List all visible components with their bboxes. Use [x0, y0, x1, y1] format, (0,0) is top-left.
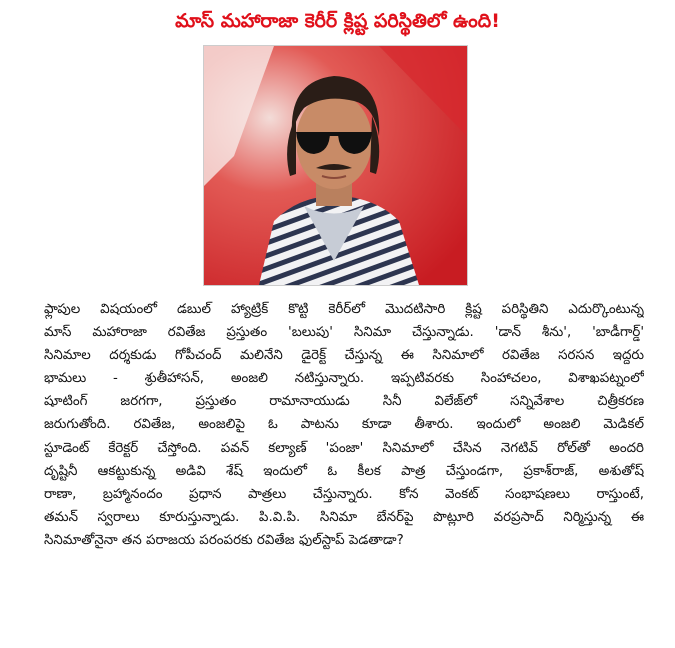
- article-line: తమన్ స్వరాలు కూరుస్తున్నాడు. పి.వి.పి. సినిమా బేనర్‌పై పొట్లూరి వరప్రసాద్ నిర్మిస్తున్న ఈ: [44, 509, 644, 525]
- actor-photo-illustration: [204, 46, 467, 285]
- article-line: భామలు - శ్రుతీహాసన్, అంజలి నటిస్తున్నారు. ఇప్పటివరకు సింహాచలం, విశాఖపట్నంలో: [44, 371, 644, 387]
- article-line: దృష్టినీ ఆకట్టుకున్న అడివి శేష్ ఇందులో ఓ కీలక పాత్ర చేస్తుండగా, ప్రకాశ్‌రాజ్, అశుతోష్: [44, 463, 644, 479]
- article-headline: మాస్ మహారాజా కెరీర్ క్లిష్ట పరిస్థితిలో ఉంది!: [175, 10, 500, 32]
- article-line: జరుగుతోంది. రవితేజ, అంజలిపై ఓ పాటను కూడా తీశారు. ఇందులో అంజలి మెడికల్: [44, 417, 644, 433]
- article-line: షూటింగ్ జరగగా, ప్రస్తుతం రామానాయుడు సినీ విలేజ్‌లో సన్నివేశాల చిత్రీకరణ: [44, 394, 644, 410]
- article-line: మాస్ మహారాజా రవితేజ ప్రస్తుతం 'బలుపు' సినిమా చేస్తున్నాడు. 'డాన్ శీను', 'బాడీగార్డ్': [44, 325, 644, 341]
- article-line: రాణా, బ్రహ్మానందం ప్రధాన పాత్రలు చేస్తున్నారు. కోన వెంకట్ సంభాషణలు రాస్తుంటే,: [44, 486, 644, 502]
- article-line: ఫ్లాపుల విషయంలో డబుల్ హ్యాట్రిక్ కొట్టి కెరీర్‌లో మొదటిసారి క్లిష్ట పరిస్థితిని ఎదుర్కొంటున్న: [44, 302, 644, 317]
- actor-photo: [203, 45, 468, 286]
- article-line: సినిమాతోనైనా తన పరాజయ పరంపరకు రవితేజ ఫుల్‌స్టాప్ పెడతాడా?: [44, 532, 404, 548]
- article-line: స్టూడెంట్ కేరెక్టర్ చేస్తోంది. పవన్ కల్యాణ్ 'పంజా' సినిమాలో చేసిన నెగటివ్ రోల్‌తో అందరి: [44, 440, 644, 456]
- article-line: సినిమాల దర్శకుడు గోపీచంద్ మలినేని డైరెక్ట్ చేస్తున్న ఈ సినిమాలో రవితేజ సరసన ఇద్దరు: [44, 348, 644, 364]
- article-body: [44, 298, 644, 552]
